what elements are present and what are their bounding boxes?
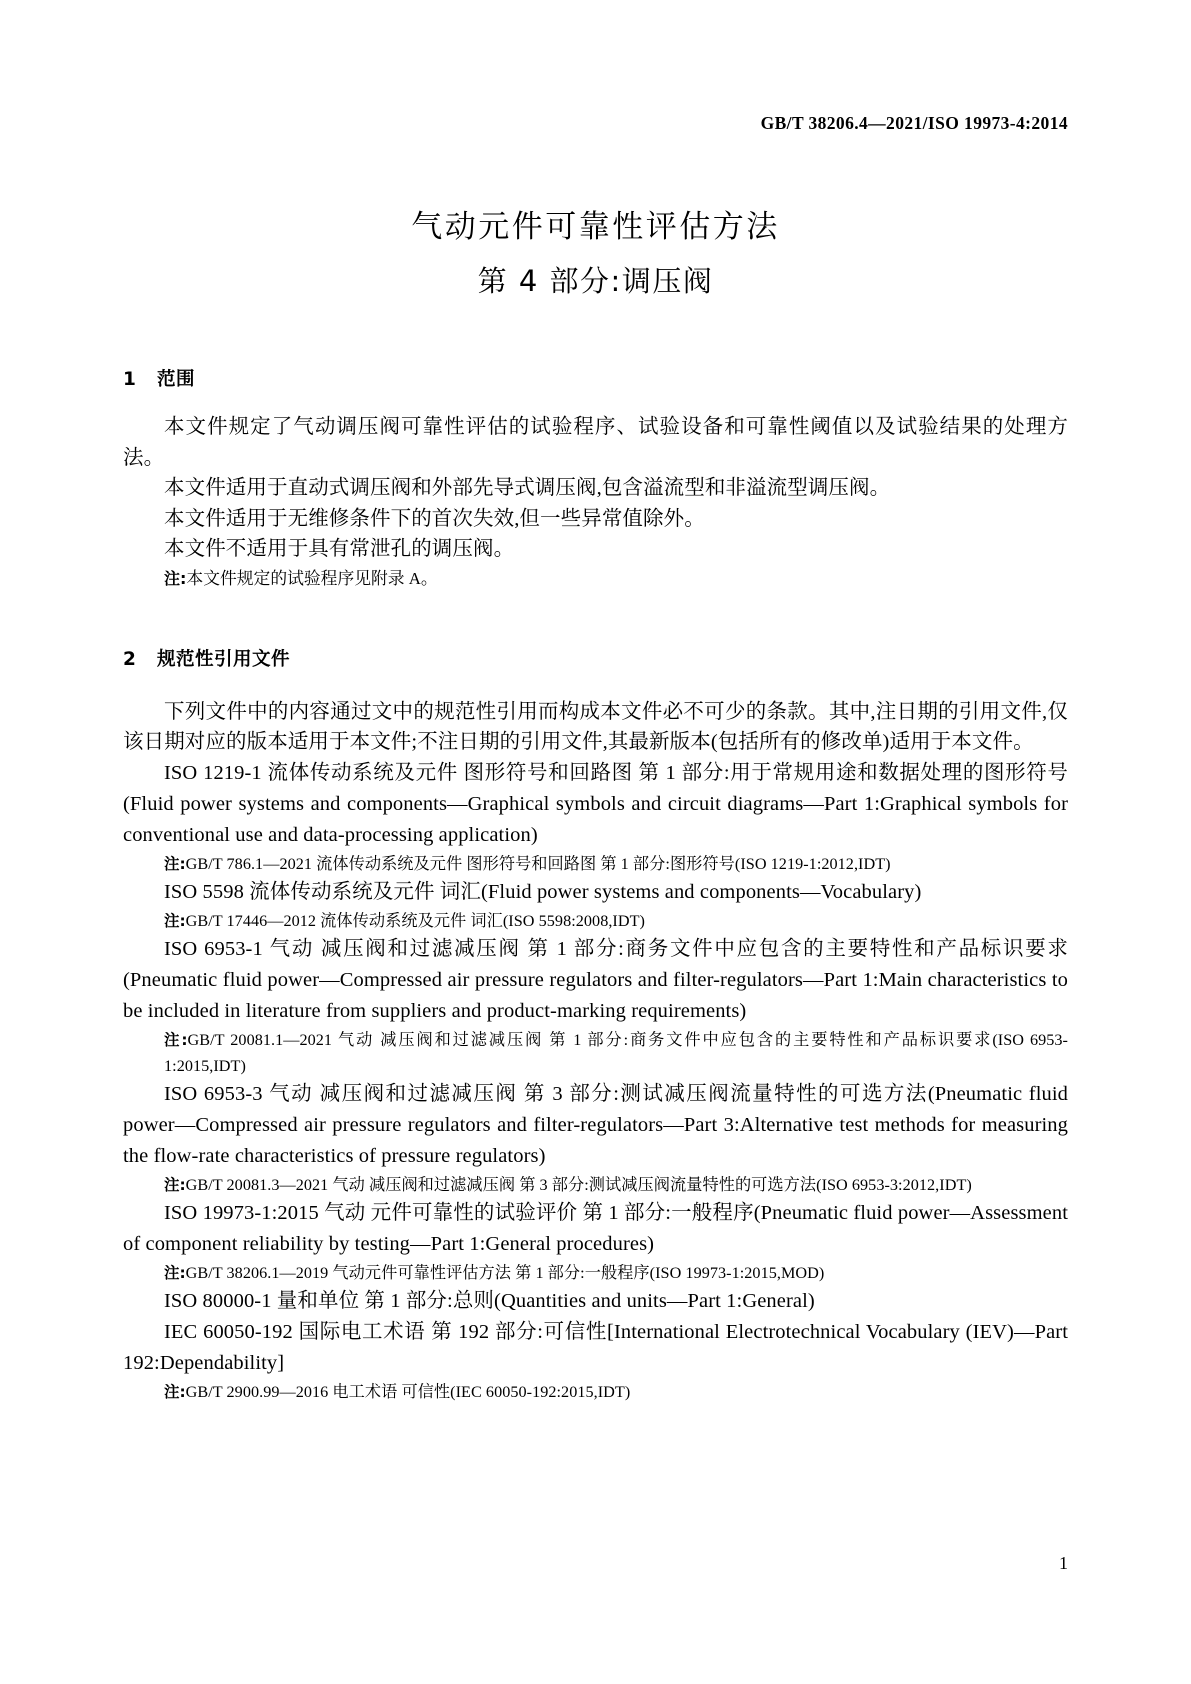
note-label: 注: bbox=[164, 911, 186, 930]
clause-heading-1 bbox=[123, 365, 1068, 391]
page-number: 1 bbox=[1059, 1553, 1068, 1573]
reference-entry: IEC 60050-192 国际电工术语 第 192 部分:可信性[International Electrotechnical Vocabulary (IEV)—Part 192:Dependability] bbox=[123, 1320, 1068, 1374]
note-text: GB/T 20081.1—2021 气动 减压阀和过滤减压阀 第 1 部分:商务文件中应包含的主要特性和产品标识要求(ISO 6953-1:2015,IDT) bbox=[164, 1030, 1068, 1075]
note-text: GB/T 786.1—2021 流体传动系统及元件 图形符号和回路图 第 1 部分:图形符号(ISO 1219-1:2012,IDT) bbox=[185, 854, 891, 873]
clause-heading-2 bbox=[123, 645, 1068, 671]
document-title-part: 第 4 部分:调压阀 bbox=[477, 264, 714, 299]
reference-note bbox=[123, 1172, 1068, 1198]
paragraph: 本文件适用于直动式调压阀和外部先导式调压阀,包含溢流型和非溢流型调压阀。 bbox=[164, 477, 891, 499]
reference-entry: ISO 5598 流体传动系统及元件 词汇(Fluid power systems and components—Vocabulary) bbox=[164, 880, 922, 903]
clause-number-1: 1 bbox=[123, 369, 137, 390]
note-label: 注: bbox=[164, 1175, 186, 1194]
note-label: 注: bbox=[164, 854, 186, 873]
running-header-standard-code: GB/T 38206.4—2021/ISO 19973-4:2014 bbox=[760, 113, 1068, 133]
clause-2-body bbox=[123, 697, 1068, 1405]
note-text: GB/T 17446—2012 流体传动系统及元件 词汇(ISO 5598:2008,IDT) bbox=[185, 911, 645, 930]
document-title-main: 气动元件可靠性评估方法 bbox=[411, 209, 780, 245]
reference-entry: ISO 6953-1 气动 减压阀和过滤减压阀 第 1 部分:商务文件中应包含的主要特性和产品标识要求(Pneumatic fluid power—Compressed air pressure regulators and filter-regulators—Part 1:Main characteristics to be included in literature from suppliers and product-marking requirements) bbox=[123, 937, 1068, 1022]
clause-title-2: 规范性引用文件 bbox=[157, 648, 291, 670]
note-text: GB/T 2900.99—2016 电工术语 可信性(IEC 60050-192:2015,IDT) bbox=[185, 1382, 631, 1401]
clause-number-2: 2 bbox=[123, 648, 137, 670]
paragraph: 本文件规定了气动调压阀可靠性评估的试验程序、试验设备和可靠性阈值以及试验结果的处理方法。 bbox=[123, 416, 1068, 469]
note-text: GB/T 20081.3—2021 气动 减压阀和过滤减压阀 第 3 部分:测试减压阀流量特性的可选方法(ISO 6953-3:2012,IDT) bbox=[185, 1175, 972, 1194]
clause-1-note bbox=[123, 565, 1068, 592]
note-label: 注: bbox=[164, 1382, 186, 1401]
reference-note bbox=[123, 1260, 1068, 1286]
reference-entry: ISO 19973-1:2015 气动 元件可靠性的试验评价 第 1 部分:一般程序(Pneumatic fluid power—Assessment of component reliability by testing—Part 1:General procedures) bbox=[123, 1201, 1068, 1255]
reference-note bbox=[123, 1379, 1068, 1405]
reference-note bbox=[123, 1027, 1068, 1079]
clause-title-1: 范围 bbox=[157, 369, 196, 390]
document-content bbox=[123, 357, 1068, 1405]
note-label: 注: bbox=[164, 1030, 188, 1049]
note-label: 注: bbox=[164, 568, 187, 588]
note-text: 本文件规定的试验程序见附录 A。 bbox=[186, 568, 438, 588]
paragraph: 本文件不适用于具有常泄孔的调压阀。 bbox=[164, 538, 515, 560]
reference-note bbox=[123, 908, 1068, 934]
clause-2-intro: 下列文件中的内容通过文中的规范性引用而构成本文件必不可少的条款。其中,注日期的引用文件,仅该日期对应的版本适用于本文件;不注日期的引用文件,其最新版本(包括所有的修改单)适用于本文件。 bbox=[123, 700, 1068, 753]
reference-entry: ISO 6953-3 气动 减压阀和过滤减压阀 第 3 部分:测试减压阀流量特性的可选方法(Pneumatic fluid power—Compressed air pressure regulators and filter-regulators—Part 3:Alternative test methods for measuring the flow-rate characteristics of pressure regulators) bbox=[123, 1082, 1068, 1167]
paragraph: 本文件适用于无维修条件下的首次失效,但一些异常值除外。 bbox=[164, 507, 705, 530]
reference-entry: ISO 1219-1 流体传动系统及元件 图形符号和回路图 第 1 部分:用于常规用途和数据处理的图形符号(Fluid power systems and components—Graphical symbols and circuit diagrams—Part 1:Graphical symbols for conventional use and data-processing application) bbox=[123, 761, 1068, 846]
clause-1-body bbox=[123, 412, 1068, 592]
note-text: GB/T 38206.1—2019 气动元件可靠性评估方法 第 1 部分:一般程序(ISO 19973-1:2015,MOD) bbox=[185, 1263, 825, 1282]
note-label: 注: bbox=[164, 1263, 186, 1282]
document-title-block bbox=[123, 205, 1068, 302]
reference-note bbox=[123, 851, 1068, 877]
reference-entry: ISO 80000-1 量和单位 第 1 部分:总则(Quantities and units—Part 1:General) bbox=[164, 1289, 815, 1312]
